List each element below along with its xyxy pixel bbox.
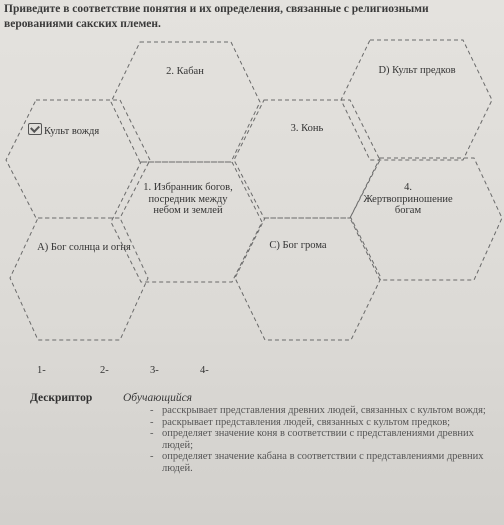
checkbox-icon [28,123,42,135]
hexagon-label-bog-solnca: А) Бог солнца и огня [37,242,131,253]
hexagon-kon [234,100,380,218]
hexagon-izbrannik [111,162,262,282]
hexagon-kaban [111,42,260,162]
hexagon-label-kult-vozhdya: Культ вождя [28,123,128,138]
hexagon-label-kaban: 2. Кабан [166,66,204,77]
hexagon-label-zhertvo: 4. Жертвоприношение богам [363,182,453,216]
hexagon-label-bog-groma: С) Бог грома [269,240,327,251]
task-title: Приведите в соответствие понятия и их определения, связанные с религиозными верованиями сакских племен. [4,3,429,30]
bullet-dash: - [150,416,154,428]
answer-3: 3- [150,365,159,376]
descriptor-list [150,405,500,474]
descriptor-item: - раскрывает представления людей, связанных с культом предков; [150,416,451,428]
hexagon-bog-solnca [10,218,148,340]
hexagon-label-kon: 3. Конь [290,123,324,134]
hexagon-label-izbrannik: 1. Избранник богов, посредник между небом и землей [143,182,233,216]
hexagon-kult-vozhdya [6,100,150,218]
answer-1: 1- [37,365,46,376]
descriptor-item: - расскрывает представления древних людей, связанных с культом вождя; [150,405,486,416]
hexagon-kult-predkov [341,40,492,160]
hexagon-label-kult-predkov: D) Культ предков [378,65,456,76]
bullet-dash: - [150,405,154,416]
descriptor-subheading: Обучающийся [123,392,193,404]
answer-4: 4- [200,365,209,376]
hexagon-bog-groma [235,218,381,340]
bullet-dash: - [150,428,154,439]
descriptor-item: - определяет значение коня в соответствии с представлениями древних людей; [150,428,474,451]
descriptor-heading: Дескриптор [30,392,93,404]
descriptor-item: - определяет значение кабана в соответствии с представлениями древних людей. [150,451,484,474]
answer-2: 2- [100,365,109,376]
bullet-dash: - [150,451,154,462]
